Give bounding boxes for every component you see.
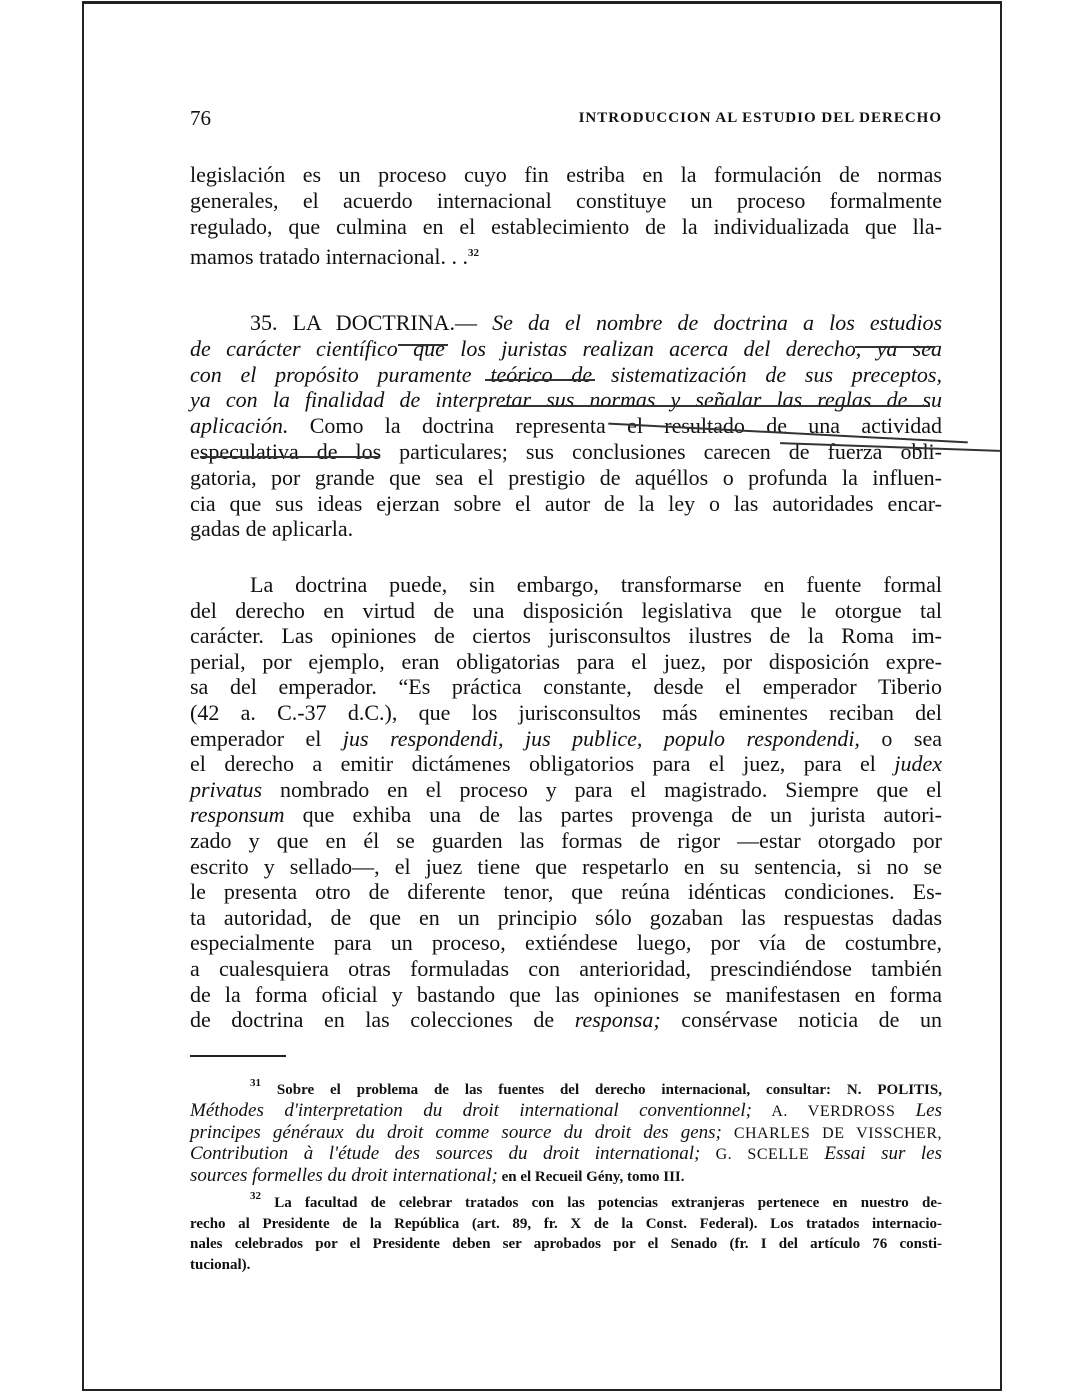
- text-run: privatus: [190, 776, 263, 802]
- text-line: [190, 828, 942, 854]
- text-run: Se da el nombre de doctrina a los estudios: [492, 310, 943, 335]
- text-run: generales, el acuerdo internacional constituye un proceso formalmente: [190, 188, 942, 213]
- text-line: [190, 1186, 942, 1214]
- text-line: [190, 649, 942, 675]
- text-run: regulado, que culmina en el establecimiento de la individualizada que lla-: [190, 214, 942, 239]
- text-line: [190, 879, 942, 905]
- text-line: [190, 1214, 942, 1235]
- text-line: [190, 982, 942, 1008]
- text-run: nales celebrados por el Presidente deben ser aprobados por el Senado (fr. I del artículo 76 consti-: [190, 1236, 942, 1252]
- page-number: 76: [190, 106, 211, 130]
- footnote-32: [190, 1186, 942, 1275]
- text-run: ya con la finalidad de interpretar sus normas y señalar las reglas de su: [190, 387, 942, 413]
- text-run: responsum: [190, 802, 285, 828]
- text-line: [190, 572, 942, 598]
- text-run: carácter. Las opiniones de ciertos jurisconsultos ilustres de la Roma im-: [190, 623, 942, 649]
- text-run: gatoria, por grande que sea el prestigio de aquéllos o profunda la influen-: [190, 464, 942, 490]
- text-run: de carácter científico que los juristas realizan acerca del derecho, ya sea: [190, 335, 942, 361]
- text-line: [190, 310, 942, 336]
- text-line: [190, 516, 942, 542]
- text-run: cia que sus ideas ejerzan sobre el autor de la ley o las autoridades encar-: [190, 490, 942, 516]
- text-line: [190, 700, 942, 726]
- text-run: escrito y sellado—, el juez tiene que respetarlo en su sentencia, si no se: [190, 853, 942, 879]
- text-run: de la forma oficial y bastando que las opiniones se manifestasen en forma: [190, 981, 942, 1007]
- text-line: [190, 491, 942, 517]
- text-run: Contribution à l'étude des sources du droit international;: [190, 1143, 701, 1165]
- text-run: aplicación.: [190, 413, 289, 439]
- footnote-separator: [190, 1055, 286, 1057]
- text-run: en el Recueil Gény, tomo III.: [497, 1169, 685, 1186]
- text-line: [190, 162, 942, 188]
- text-line: [190, 1101, 942, 1123]
- text-line: [190, 1144, 942, 1166]
- text-run: CHARLES DE VISSCHER,: [721, 1124, 942, 1142]
- text-line: [190, 387, 942, 413]
- text-run: responsa;: [574, 1007, 661, 1033]
- text-run: Les: [915, 1099, 943, 1121]
- text-run: mamos tratado internacional. . .: [190, 244, 468, 269]
- text-run: el derecho a emitir dictámenes obligatorios para el juez, para el: [190, 751, 895, 777]
- text-run: (42 a. C.-37 d.C.), que los jurisconsultos más eminentes reciban del: [190, 699, 942, 725]
- footnote-marker: 32: [467, 247, 479, 259]
- text-line: [190, 674, 942, 700]
- text-run: o sea: [859, 725, 942, 751]
- text-line: [190, 336, 942, 362]
- text-run: sa del emperador. “Es práctica constante, desde el emperador Tiberio: [190, 674, 942, 700]
- text-run: Essai sur les: [824, 1143, 942, 1165]
- text-run: a cualesquiera otras formuladas con anterioridad, prescindiéndose también: [190, 955, 942, 981]
- text-line: [190, 1255, 942, 1276]
- text-line: [190, 362, 942, 388]
- text-run: La doctrina puede, sin embargo, transformarse en fuente formal: [250, 572, 942, 597]
- footnote-marker: 31: [250, 1077, 261, 1089]
- text-line: [190, 854, 942, 880]
- text-run: G. SCELLE: [700, 1146, 825, 1164]
- paragraph-continuation: [190, 162, 942, 270]
- text-run: emperador el: [190, 725, 343, 751]
- pen-underline: [200, 456, 380, 458]
- paragraph-doctrina-fuente-formal: [190, 572, 942, 1033]
- pen-underline: [398, 344, 448, 346]
- text-run: que exhiba una de las partes provenga de un jurista autori-: [284, 802, 942, 828]
- text-run: principes généraux du droit comme source du droit des gens;: [190, 1121, 722, 1143]
- text-run: ta autoridad, de que en un principio sólo gozaban las respuestas dadas: [190, 904, 942, 930]
- text-line: [190, 777, 942, 803]
- text-line: [190, 1123, 942, 1145]
- text-run: especulativa de los particulares; sus conclusiones carecen de fuerza obli-: [190, 438, 942, 464]
- text-line: [190, 214, 942, 240]
- text-run: perial, por ejemplo, eran obligatorias para el juez, por disposición expre-: [190, 648, 942, 674]
- pen-underline: [500, 405, 930, 407]
- text-run: le presenta otro de diferente tenor, que reúna idénticas condiciones. Es-: [190, 879, 942, 905]
- text-line: [190, 726, 942, 752]
- text-run: tucional).: [190, 1256, 251, 1273]
- text-run: jus respondendi, jus publice, populo respondendi,: [342, 725, 860, 751]
- footnote-31: [190, 1073, 942, 1188]
- text-line: [190, 930, 942, 956]
- text-run: consérvase noticia de un: [660, 1007, 942, 1033]
- text-run: sources formelles du droit international;: [190, 1165, 498, 1187]
- text-line: [190, 1234, 942, 1255]
- text-run: legislación es un proceso cuyo fin estriba en la formulación de normas: [190, 162, 942, 187]
- text-run: judex: [894, 751, 942, 777]
- running-head: INTRODUCCION AL ESTUDIO DEL DERECHO: [578, 110, 942, 126]
- text-line: [190, 905, 942, 931]
- section-35-la-doctrina: [190, 310, 942, 542]
- text-line: [190, 802, 942, 828]
- text-run: del derecho en virtud de una disposición legislativa que le otorgue tal: [190, 597, 942, 623]
- text-run: 35. LA DOCTRINA.—: [250, 310, 493, 335]
- pen-underline: [855, 346, 935, 348]
- text-line: [190, 598, 942, 624]
- pen-underline: [485, 379, 595, 381]
- text-run: A. VERDROSS: [751, 1102, 916, 1120]
- text-run: zado y que en él se guarden las formas de rigor —estar otorgado por: [190, 827, 942, 853]
- text-run: nombrado en el proceso y para el magistrado. Siempre que el: [262, 776, 942, 802]
- text-line: [190, 1007, 942, 1033]
- text-run: Como la doctrina representa el resultado de una actividad: [288, 413, 942, 439]
- text-line: [190, 751, 942, 777]
- text-line: [190, 465, 942, 491]
- footnote-marker: 32: [250, 1190, 261, 1202]
- text-line: [190, 956, 942, 982]
- text-line: [190, 240, 942, 270]
- text-line: [190, 1166, 942, 1188]
- text-run: de doctrina en las colecciones de: [190, 1007, 575, 1033]
- text-run: La facultad de celebrar tratados con las potencias extranjeras pertenece en nuestro de-: [261, 1195, 942, 1211]
- text-line: [190, 439, 942, 465]
- text-line: [190, 1073, 942, 1101]
- text-run: Méthodes d'interpretation du droit international conventionnel;: [190, 1099, 752, 1121]
- text-run: recho al Presidente de la República (art. 89, fr. X de la Const. Federal). Los tratados internacio-: [190, 1215, 942, 1232]
- text-line: [190, 623, 942, 649]
- text-run: con el propósito puramente teórico de sistematización de sus preceptos,: [190, 361, 942, 387]
- text-run: especialmente para un proceso, extiéndese luego, por vía de costumbre,: [190, 930, 942, 956]
- text-line: [190, 188, 942, 214]
- page-header: [190, 106, 942, 132]
- text-run: gadas de aplicarla.: [190, 516, 354, 542]
- text-run: Sobre el problema de las fuentes del derecho internacional, consultar: N. POLITIS,: [261, 1082, 942, 1098]
